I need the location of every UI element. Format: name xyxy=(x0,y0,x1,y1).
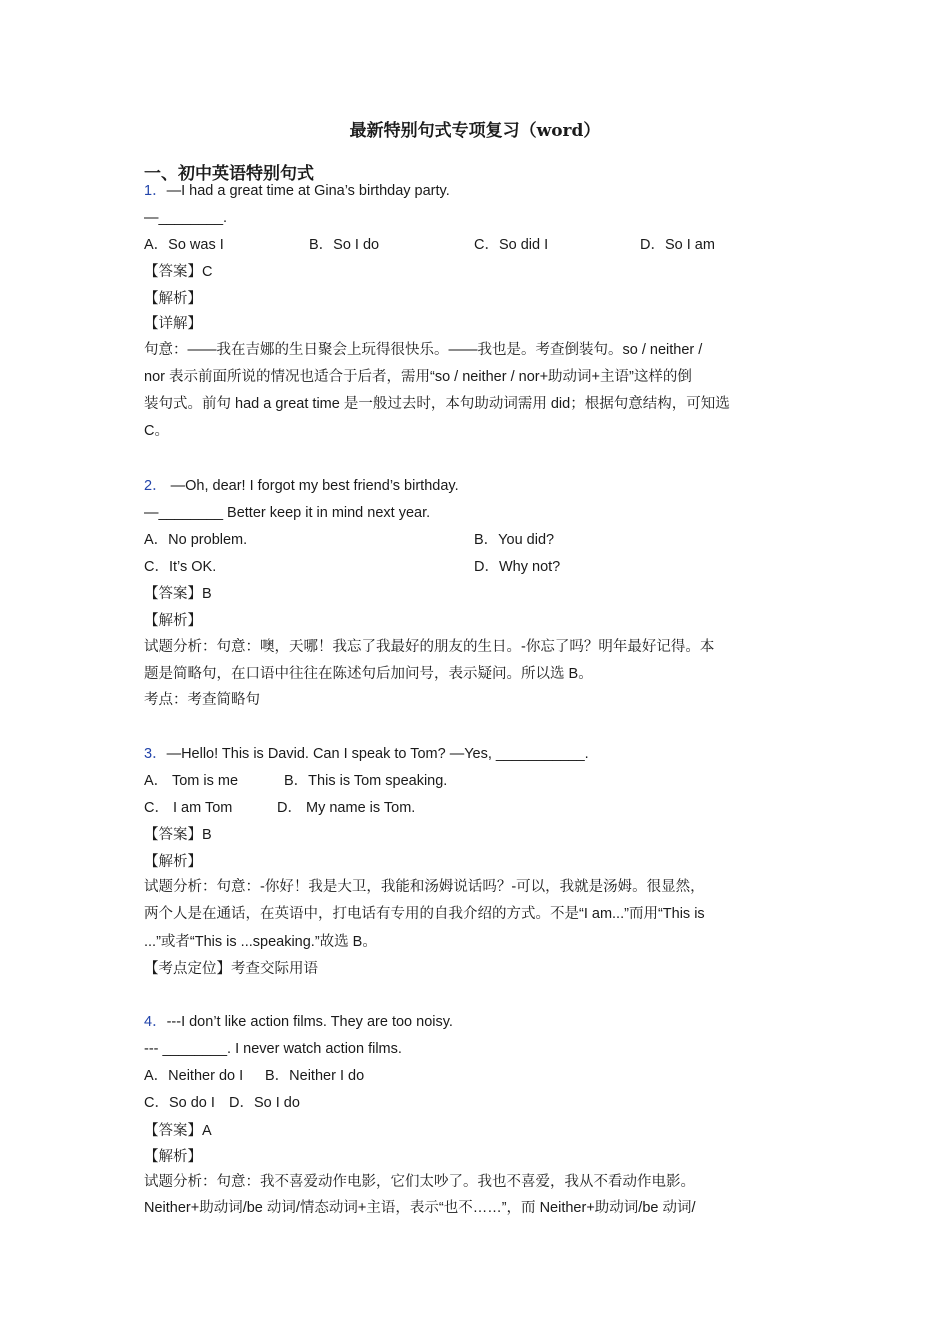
section-title: 一、初中英语特别句式 xyxy=(144,164,314,184)
question-number: 2． xyxy=(144,478,167,494)
explanation-line: 考点：考查简略句 xyxy=(144,692,260,708)
explanation-line: 试题分析：句意：我不喜爱动作电影，它们太吵了。我也不喜爱，我从不看动作电影。 xyxy=(144,1174,695,1190)
option-a: A．Neither do I xyxy=(144,1068,244,1084)
question-text: ---I don’t like action films. They are too noisy. xyxy=(166,1014,453,1030)
question-text: —Oh, dear! I forgot my best friend’s birthday. xyxy=(170,478,459,494)
question-4-blank: --- ________. I never watch action films. xyxy=(144,1041,402,1057)
answer-label: 【答案】C xyxy=(144,264,213,280)
analysis-label: 【解析】 xyxy=(144,854,202,870)
question-4-stem xyxy=(144,1012,453,1032)
option-b: B．So I do xyxy=(309,237,380,253)
option-a: A． Tom is me xyxy=(144,773,239,789)
explanation-line: 装句式。前句 had a great time 是一般过去时，本句助动词需用 did；根据句意结构，可知选 xyxy=(144,396,730,412)
explanation-line: 两个人是在通话，在英语中，打电话有专用的自我介绍的方式。不是“I am...”而用“This is xyxy=(144,906,705,922)
question-3-stem xyxy=(144,744,589,764)
option-c: C．So do I xyxy=(144,1095,215,1111)
topic-label: 【考点定位】考查交际用语 xyxy=(144,961,318,977)
question-number: 4． xyxy=(144,1014,167,1030)
question-1-options xyxy=(144,235,804,255)
explanation-line: nor 表示前面所说的情况也适合于后者，需用“so / neither / nor+助动词+主语”这样的倒 xyxy=(144,369,692,385)
question-text: —Hello! This is David. Can I speak to Tom? —Yes, ___________. xyxy=(166,746,589,762)
answer-label: 【答案】B xyxy=(144,827,212,843)
question-2-blank: —________ Better keep it in mind next year. xyxy=(144,505,431,521)
answer-label: 【答案】A xyxy=(144,1123,212,1139)
question-number: 1． xyxy=(144,183,167,199)
question-3-options-row-1 xyxy=(144,771,804,791)
option-b: B．This is Tom speaking. xyxy=(284,773,448,789)
detail-label: 【详解】 xyxy=(144,316,202,332)
question-1-stem xyxy=(144,181,450,201)
option-c: C．It’s OK. xyxy=(144,559,217,575)
explanation-line: 句意：——我在吉娜的生日聚会上玩得很快乐。——我也是。考查倒装句。so / neither / xyxy=(144,342,703,358)
explanation-line: 试题分析：句意：噢，天哪！我忘了我最好的朋友的生日。-你忘了吗？明年最好记得。本 xyxy=(144,639,715,655)
document-title: 最新特别句式专项复习（word） xyxy=(349,121,601,141)
explanation-line: 试题分析：句意：-你好！我是大卫，我能和汤姆说话吗？-可以，我就是汤姆。很显然， xyxy=(144,879,705,895)
option-a: A．No problem. xyxy=(144,532,248,548)
question-text: —I had a great time at Gina’s birthday party. xyxy=(166,183,450,199)
question-4-options-row-1 xyxy=(144,1066,804,1086)
question-2-options-row-2 xyxy=(144,557,804,577)
question-2-options-row-1 xyxy=(144,530,804,550)
explanation-line: ...”或者“This is ...speaking.”故选 B。 xyxy=(144,934,377,950)
question-2-stem xyxy=(144,476,459,496)
analysis-label: 【解析】 xyxy=(144,1149,202,1165)
option-d: D． My name is Tom. xyxy=(277,800,416,816)
option-a: A．So was I xyxy=(144,237,224,253)
option-d: D．So I am xyxy=(640,237,715,253)
analysis-label: 【解析】 xyxy=(144,613,202,629)
question-1-blank: —________. xyxy=(144,210,228,226)
question-4-options-row-2 xyxy=(144,1093,804,1113)
question-number: 3． xyxy=(144,746,167,762)
option-c: C． I am Tom xyxy=(144,800,233,816)
option-b: B．Neither I do xyxy=(265,1068,365,1084)
explanation-line: Neither+助动词/be 动词/情态动词+主语，表示“也不……”，而 Neither+助动词/be 动词/ xyxy=(144,1200,696,1216)
analysis-label: 【解析】 xyxy=(144,291,202,307)
option-c: C．So did I xyxy=(474,237,549,253)
explanation-line: C。 xyxy=(144,423,169,439)
explanation-line: 题是简略句，在口语中往往在陈述句后加问号，表示疑问。所以选 B。 xyxy=(144,666,593,682)
answer-label: 【答案】B xyxy=(144,586,212,602)
option-b: B．You did? xyxy=(474,532,555,548)
option-d: D．So I do xyxy=(229,1095,300,1111)
question-3-options-row-2 xyxy=(144,798,804,818)
option-d: D．Why not? xyxy=(474,559,561,575)
